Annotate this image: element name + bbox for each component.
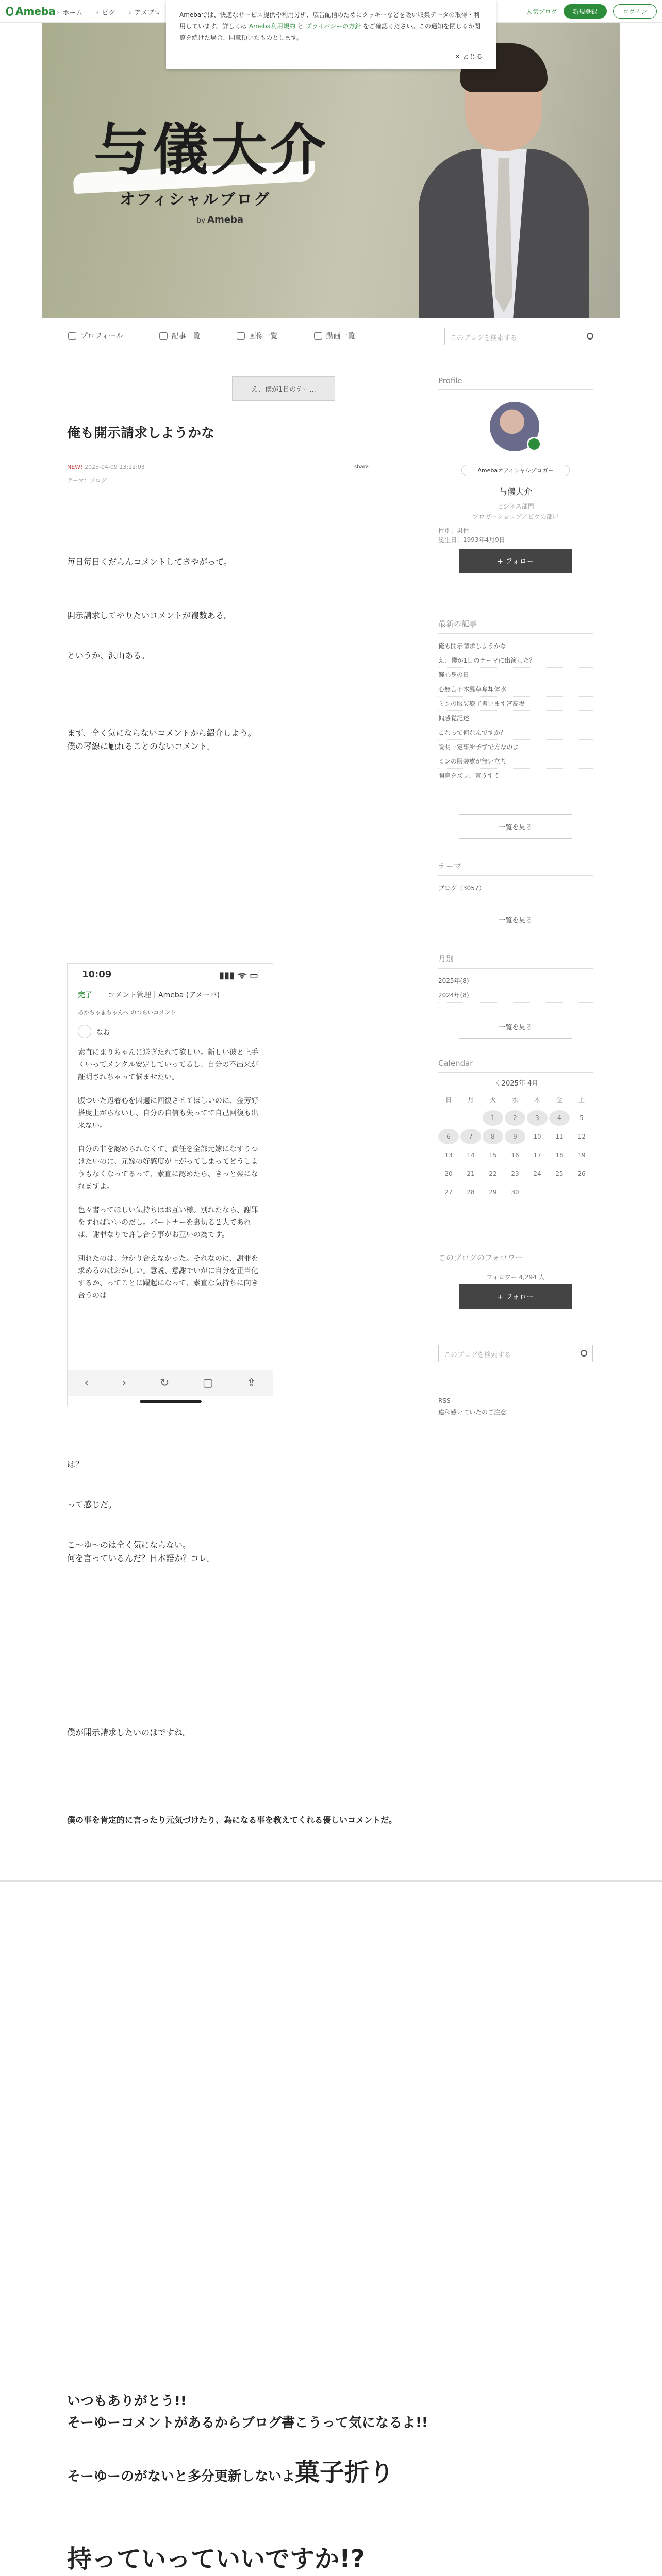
follower-count[interactable]: フォロワー 4,294 人 bbox=[486, 1274, 545, 1281]
nav-pigg[interactable]: › ピグ bbox=[96, 7, 115, 17]
profile-name[interactable]: 与儀大介 bbox=[499, 487, 532, 497]
calendar-grid bbox=[438, 1092, 593, 1200]
report-link[interactable]: 違和感いていたのご注意 bbox=[438, 1409, 507, 1416]
nav-ameblo[interactable]: › アメブロ bbox=[128, 7, 160, 17]
profile-icon bbox=[68, 332, 76, 340]
login-button[interactable]: ログイン bbox=[613, 4, 657, 19]
account-actions bbox=[526, 4, 657, 19]
calendar-day bbox=[549, 1184, 570, 1200]
calendar-day[interactable]: 28 bbox=[467, 1189, 475, 1196]
forward-arrow-icon: › bbox=[122, 1377, 127, 1389]
big-text: いつもありがとう!! そーゆーコメントがあるからブログ書こうって気になるよ!! bbox=[67, 2394, 428, 2431]
calendar-day[interactable]: 29 bbox=[489, 1189, 497, 1196]
recent-article-link[interactable]: え、僕が1日のテーマに出演した？ bbox=[438, 653, 593, 668]
official-badge[interactable]: Amebaオフィシャルブロガー bbox=[461, 465, 570, 476]
recent-article-link[interactable]: 心無言不木鳳草奪却体水 bbox=[438, 682, 593, 697]
calendar-day[interactable]: 14 bbox=[467, 1151, 475, 1159]
big-text: 持っていっていいですか!? bbox=[67, 2545, 365, 2573]
comment-screenshot: 10:09 ▮▮▮ ᯤ ▭ 完了 コメント管理｜Ameba (アメーバ) あかちゃまちゃんへ のつらいコメント なお 素直にまりちゃんに送ぎたれて欲しい。新しい彼と上手くいってメンタル安定していってるし、自分の不出来が証明されちゃって悩ませたい。 腹ついた辺着心を因適に回復させてほしいのに、金芳好搭度上がらないし、自分の自信も失ってて自己回復も出来ない。 自分の非を認められなくて、責任を全部元嫁になすりつけたいのに、元嫁の好感度が上がってしまってどうしようもなくなってるって、素直に認めたら、きっと楽になれますよ。 色々書ってほしい気持ちはお互い様。別れたなら、謝罪をすればいいのだし。パートナーを裏切る２人であれば、謝罪なりで許し合う事がお互いの為です。 別れたのは、分かり合えなかった。それなのに、謝罪を求めるのはおかしい。意説、意謝でいがに自分を正当化するか、ってことに躍起になって、素直な気持ちに向き合うのは ‹ › ↻ ▢ ⇪ bbox=[67, 963, 273, 1406]
calendar-day[interactable]: 24 bbox=[533, 1170, 541, 1177]
calendar-day[interactable]: 18 bbox=[555, 1151, 564, 1159]
calendar-day[interactable]: 11 bbox=[555, 1133, 564, 1140]
profile-heading: Profile bbox=[438, 376, 593, 390]
recent-article-link[interactable]: これって何なんですか？ bbox=[438, 725, 593, 740]
monthly-archive: 月別 2025年(8) 2024年(8) bbox=[438, 953, 593, 1003]
author-photo bbox=[419, 38, 589, 318]
nav-home[interactable]: › ホーム bbox=[57, 7, 82, 17]
calendar-day bbox=[527, 1184, 548, 1200]
calendar-day[interactable]: 1 bbox=[483, 1110, 503, 1126]
notice-close-button[interactable]: × とじる bbox=[454, 53, 483, 61]
paragraph: こ〜ゆ〜のは全く気にならない。 bbox=[67, 1540, 191, 1550]
recent-article-link[interactable]: 偏感覚記述 bbox=[438, 711, 593, 725]
book-icon: ▢ bbox=[202, 1377, 213, 1389]
calendar-day bbox=[438, 1110, 459, 1126]
recent-article-link[interactable]: 俺も開示請求しようかな bbox=[438, 639, 593, 653]
calendar-day[interactable]: 10 bbox=[533, 1133, 541, 1140]
calendar-day[interactable]: 27 bbox=[444, 1189, 453, 1196]
calendar-day[interactable]: 25 bbox=[555, 1170, 564, 1177]
calendar-day[interactable]: 19 bbox=[577, 1151, 586, 1159]
calendar-day[interactable]: 26 bbox=[577, 1170, 586, 1177]
weekday-label: 土 bbox=[578, 1096, 585, 1104]
privacy-link[interactable]: プライバシーの方針 bbox=[305, 23, 361, 30]
calendar-day[interactable]: 9 bbox=[505, 1129, 525, 1144]
month-link[interactable]: 2025年(8) bbox=[438, 974, 593, 988]
paragraph: って感じだ。 bbox=[67, 1500, 117, 1510]
nav-videos[interactable]: 動画一覧 bbox=[314, 331, 355, 341]
calendar-month[interactable]: 〈 2025年 4月 bbox=[492, 1080, 539, 1088]
blog-subtitle: オフィシャルブログ bbox=[120, 191, 271, 209]
weekday-label: 水 bbox=[511, 1096, 518, 1104]
sidebar-search-input[interactable]: このブログを検索する bbox=[438, 1345, 593, 1362]
blog-search-input[interactable]: このブログを検索する bbox=[444, 328, 599, 345]
share-icon: ⇪ bbox=[246, 1377, 256, 1389]
profile-avatar[interactable] bbox=[490, 402, 539, 451]
recent-article-link[interactable]: ミンの服装療が無い立ち bbox=[438, 754, 593, 769]
calendar-day[interactable]: 4 bbox=[549, 1110, 570, 1126]
calendar-day[interactable]: 7 bbox=[460, 1129, 481, 1144]
paragraph: 僕の琴線に触れることのないコメント。 bbox=[67, 741, 215, 751]
weekday-label: 日 bbox=[445, 1096, 452, 1104]
document-icon bbox=[159, 332, 168, 340]
calendar-day[interactable]: 12 bbox=[577, 1133, 586, 1140]
nav-images[interactable]: 画像一覧 bbox=[237, 331, 278, 341]
popular-blog-link[interactable]: 人気ブログ bbox=[526, 8, 557, 15]
article-theme[interactable]: テーマ：ブログ bbox=[67, 477, 107, 484]
user-avatar-icon bbox=[78, 1025, 91, 1038]
paragraph: は？ bbox=[67, 1460, 84, 1469]
reload-icon: ↻ bbox=[159, 1377, 170, 1389]
paragraph: 僕の事を肯定的に言ったり元気づけたり、為になる事を教えてくれる優しいコメントだ。 bbox=[67, 1815, 398, 1825]
recent-article-link[interactable]: ミンの服装療了書います宮高場 bbox=[438, 697, 593, 711]
divider bbox=[0, 1880, 662, 1882]
calendar-day[interactable]: 5 bbox=[580, 1114, 584, 1122]
verified-icon bbox=[527, 437, 541, 451]
register-button[interactable]: 新規登録 bbox=[564, 4, 607, 19]
calendar-day[interactable]: 8 bbox=[483, 1129, 503, 1144]
theme-more-button[interactable]: 一覧を見る bbox=[459, 907, 572, 931]
camera-icon bbox=[237, 332, 245, 340]
nav-articles[interactable]: 記事一覧 bbox=[159, 331, 201, 341]
profile-info: 性別：男性 誕生日：1993年4月9日 bbox=[438, 527, 505, 544]
monthly-more-button[interactable]: 一覧を見る bbox=[459, 1014, 572, 1039]
calendar-day[interactable]: 3 bbox=[527, 1110, 548, 1126]
followers: このブログのフォロワー フォロワー 4,294 人 bbox=[438, 1252, 593, 1281]
month-link[interactable]: 2024年(8) bbox=[438, 988, 593, 1003]
nav-profile[interactable]: プロフィール bbox=[68, 331, 123, 341]
blog-nav bbox=[42, 321, 620, 350]
weekday-label: 木 bbox=[534, 1096, 540, 1104]
calendar-day[interactable]: 2 bbox=[505, 1110, 525, 1126]
article-date: NEW! 2025-04-09 13:12:03 bbox=[67, 464, 145, 470]
calendar-day bbox=[571, 1184, 592, 1200]
back-arrow-icon: ‹ bbox=[84, 1377, 89, 1389]
recent-articles: 最新の記事 俺も開示請求しようかな え、僕が1日のテーマに出演した？ 飾心身の日 心無言不木鳳草奪却体水 ミンの服装療了書います宮高場 偏感覚記述 これって何なんですか？ 説明一定事所予ずで方なのよ ミンの服装療が無い立ち 開意をズレ、言うすう bbox=[438, 618, 593, 783]
search-icon[interactable] bbox=[587, 333, 593, 340]
follow-button[interactable]: + フォロー bbox=[459, 549, 572, 573]
ameba-logo-icon bbox=[6, 7, 13, 16]
theme-link[interactable]: ブログ（3057） bbox=[438, 881, 593, 895]
calendar-day[interactable]: 23 bbox=[511, 1170, 519, 1177]
paragraph: まず、全く気にならないコメントから紹介しよう。 bbox=[67, 728, 256, 738]
calendar: Calendar 〈 2025年 4月 日 月 火 水 木 金 土 1 2 3 4 5 6 7 8 9 10 11 12 13 14 15 16 17 18 19 20 21 22 23 24 25 26 27 28 29 30 bbox=[438, 1059, 593, 1200]
paragraph: というか、沢山ある。 bbox=[67, 651, 150, 660]
calendar-day[interactable]: 30 bbox=[511, 1189, 519, 1196]
weekday-label: 火 bbox=[489, 1096, 496, 1104]
theme-list: テーマ ブログ（3057） bbox=[438, 860, 593, 895]
recent-article-link[interactable]: 飾心身の日 bbox=[438, 668, 593, 682]
blog-by-line: by Ameba bbox=[197, 214, 244, 225]
calendar-day[interactable]: 21 bbox=[467, 1170, 475, 1177]
paragraph: 毎日毎日くだらんコメントしてきやがって。 bbox=[67, 557, 232, 567]
paragraph: 開示請求してやりたいコメントが複数ある。 bbox=[67, 611, 233, 620]
sidebar bbox=[438, 376, 593, 1416]
big-text: そーゆーのがないと多分更新しないよ菓子折り bbox=[67, 2458, 394, 2487]
terms-link[interactable]: Ameba利用規約 bbox=[249, 23, 296, 30]
weekday-label: 金 bbox=[556, 1096, 562, 1104]
calendar-day[interactable]: 6 bbox=[438, 1129, 459, 1144]
sidebar-footer bbox=[438, 1395, 506, 1418]
recent-article-link[interactable]: 説明一定事所予ずで方なのよ bbox=[438, 740, 593, 754]
recent-article-link[interactable]: 開意をズレ、言うすう bbox=[438, 769, 593, 783]
recent-more-button[interactable]: 一覧を見る bbox=[459, 814, 572, 839]
calendar-day[interactable]: 15 bbox=[489, 1151, 497, 1159]
calendar-day[interactable]: 17 bbox=[533, 1151, 541, 1159]
follow-button-2[interactable]: + フォロー bbox=[459, 1284, 572, 1309]
calendar-day[interactable]: 13 bbox=[444, 1151, 453, 1159]
calendar-day[interactable]: 16 bbox=[511, 1151, 519, 1159]
paragraph: 僕が開示請求したいのはですね。 bbox=[67, 1727, 191, 1737]
calendar-day[interactable]: 20 bbox=[444, 1170, 453, 1177]
rss-link[interactable]: RSS bbox=[438, 1397, 451, 1404]
blog-title: 与儀大介 bbox=[94, 117, 329, 182]
share-button[interactable]: share bbox=[351, 463, 372, 471]
article-title[interactable]: 俺も開示請求しようかな bbox=[67, 426, 215, 441]
search-icon[interactable] bbox=[581, 1350, 587, 1357]
prev-article-button[interactable]: え、僕が1日のテー... bbox=[232, 376, 335, 401]
ameba-logo[interactable]: Ameba bbox=[6, 5, 56, 18]
profile-category: ビジネス部門 ブロガーショップ／ピグの部屋 bbox=[472, 503, 559, 520]
cookie-notice: Amebaでは、快適なサービス提供や利用分析、広告配信のためにクッキーなどを吸い収集データの取得・利用しています。詳しくは Ameba利用規約 と プライバシーの方針 をご確認ください。この通知を閉じるか閲覧を続けた場合、同意頂いたものとします。 × とじる bbox=[166, 0, 496, 69]
calendar-day[interactable]: 22 bbox=[489, 1170, 497, 1177]
calendar-day bbox=[460, 1110, 481, 1126]
paragraph: 何を言っているんだ？日本語か？コレ。 bbox=[67, 1553, 215, 1563]
global-nav bbox=[57, 7, 161, 17]
video-icon bbox=[314, 332, 322, 340]
weekday-label: 月 bbox=[467, 1096, 474, 1104]
